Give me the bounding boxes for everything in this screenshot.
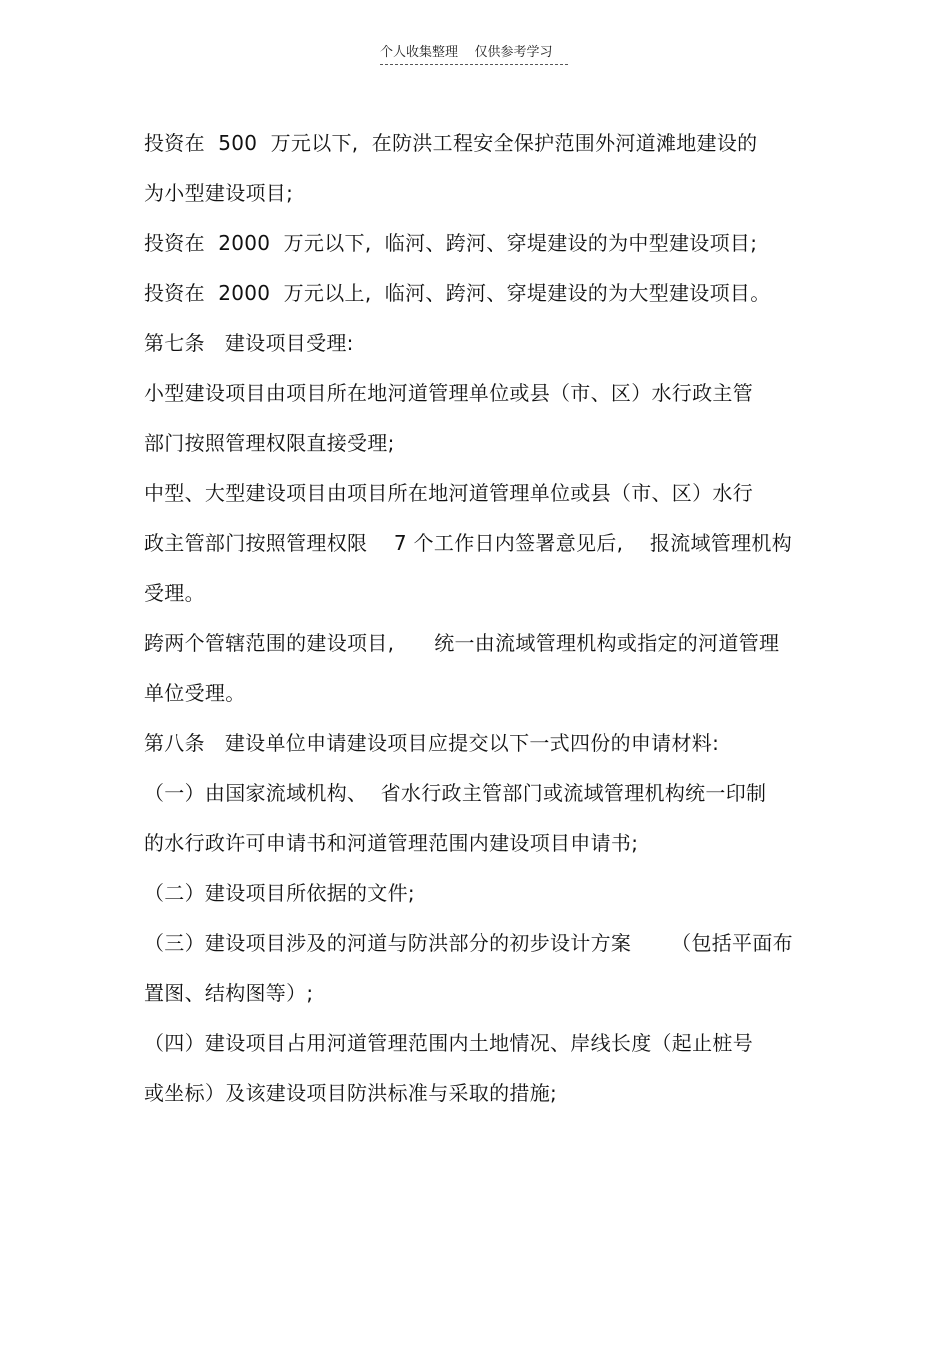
text-line: 政主管部门按照管理权限 7 个工作日内签署意见后, 报流域管理机构 [144,531,792,555]
text-line: 小型建设项目由项目所在地河道管理单位或县（市、区）水行政主管 [144,381,753,405]
article-heading: 第八条 建设单位申请建设项目应提交以下一式四份的申请材料: [144,731,720,755]
text-line: 为小型建设项目; [144,181,294,205]
list-item: （二）建设项目所依据的文件; [144,881,415,905]
text-line: 投资在 500 万元以下, 在防洪工程安全保护范围外河道滩地建设的 [144,131,758,155]
article-heading: 第七条 建设项目受理: [144,331,354,355]
text-line: 单位受理。 [144,681,246,705]
text-line: 中型、大型建设项目由项目所在地河道管理单位或县（市、区）水行 [144,481,753,505]
document-body [144,120,814,1120]
text-line: 的水行政许可申请书和河道管理范围内建设项目申请书; [144,831,639,855]
text-line: 或坐标）及该建设项目防洪标准与采取的措施; [144,1081,558,1105]
list-item: （一）由国家流域机构、 省水行政主管部门或流域管理机构统一印制 [144,781,767,805]
text-line: 部门按照管理权限直接受理; [144,431,395,455]
text-line: 跨两个管辖范围的建设项目, 统一由流域管理机构或指定的河道管理 [144,631,780,655]
text-line: 投资在 2000 万元以下, 临河、跨河、穿堤建设的为中型建设项目; [144,231,758,255]
page-header: 个人收集整理 仅供参考学习 [380,44,568,65]
text-line: 投资在 2000 万元以上, 临河、跨河、穿堤建设的为大型建设项目。 [144,281,771,305]
list-item: （四）建设项目占用河道管理范围内土地情况、岸线长度（起止桩号 [144,1031,753,1055]
text-line: 置图、结构图等）; [144,981,314,1005]
text-line: 受理。 [144,581,205,605]
list-item: （三）建设项目涉及的河道与防洪部分的初步设计方案 （包括平面布 [144,931,793,955]
